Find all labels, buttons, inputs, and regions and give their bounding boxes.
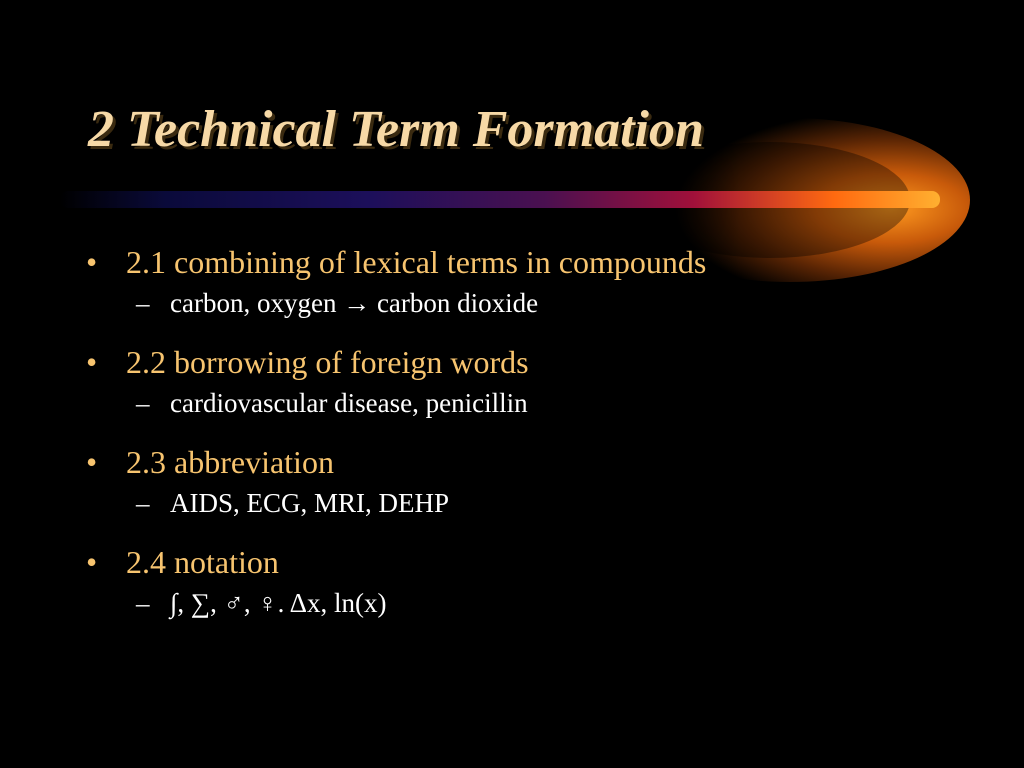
slide-title: 2 Technical Term Formation bbox=[88, 101, 704, 158]
sub-bullet-text: cardiovascular disease, penicillin bbox=[170, 388, 528, 418]
bullet-row bbox=[86, 540, 986, 584]
bullet-item-2-1 bbox=[86, 240, 986, 322]
bullet-list bbox=[86, 240, 986, 640]
bullet-dot-icon: • bbox=[86, 544, 98, 580]
bullet-label: 2.2 borrowing of foreign words bbox=[126, 344, 529, 380]
sub-bullet-row bbox=[136, 584, 986, 622]
bullet-item-2-3 bbox=[86, 440, 986, 522]
bullet-label: 2.1 combining of lexical terms in compounds bbox=[126, 244, 707, 280]
bullet-dot-icon: • bbox=[86, 244, 98, 280]
sub-bullet-row bbox=[136, 484, 986, 522]
bullet-label: 2.4 notation bbox=[126, 544, 279, 580]
bullet-dot-icon: • bbox=[86, 344, 98, 380]
sub-bullet-text: AIDS, ECG, MRI, DEHP bbox=[170, 488, 450, 518]
bullet-label: 2.3 abbreviation bbox=[126, 444, 334, 480]
bullet-row bbox=[86, 340, 986, 384]
sub-bullet-row bbox=[136, 284, 986, 322]
bullet-row bbox=[86, 440, 986, 484]
bullet-item-2-4 bbox=[86, 540, 986, 622]
bullet-dot-icon: • bbox=[86, 444, 98, 480]
bullet-row bbox=[86, 240, 986, 284]
gradient-bar bbox=[60, 191, 940, 208]
dash-icon: – bbox=[136, 488, 150, 518]
dash-icon: – bbox=[136, 588, 150, 618]
sub-bullet-text: ∫, ∑, ♂, ♀. Δx, ln(x) bbox=[170, 588, 387, 618]
bullet-item-2-2 bbox=[86, 340, 986, 422]
dash-icon: – bbox=[136, 388, 150, 418]
dash-icon: – bbox=[136, 288, 150, 318]
sub-bullet-row bbox=[136, 384, 986, 422]
sub-bullet-text: carbon, oxygen → carbon dioxide bbox=[170, 288, 539, 318]
